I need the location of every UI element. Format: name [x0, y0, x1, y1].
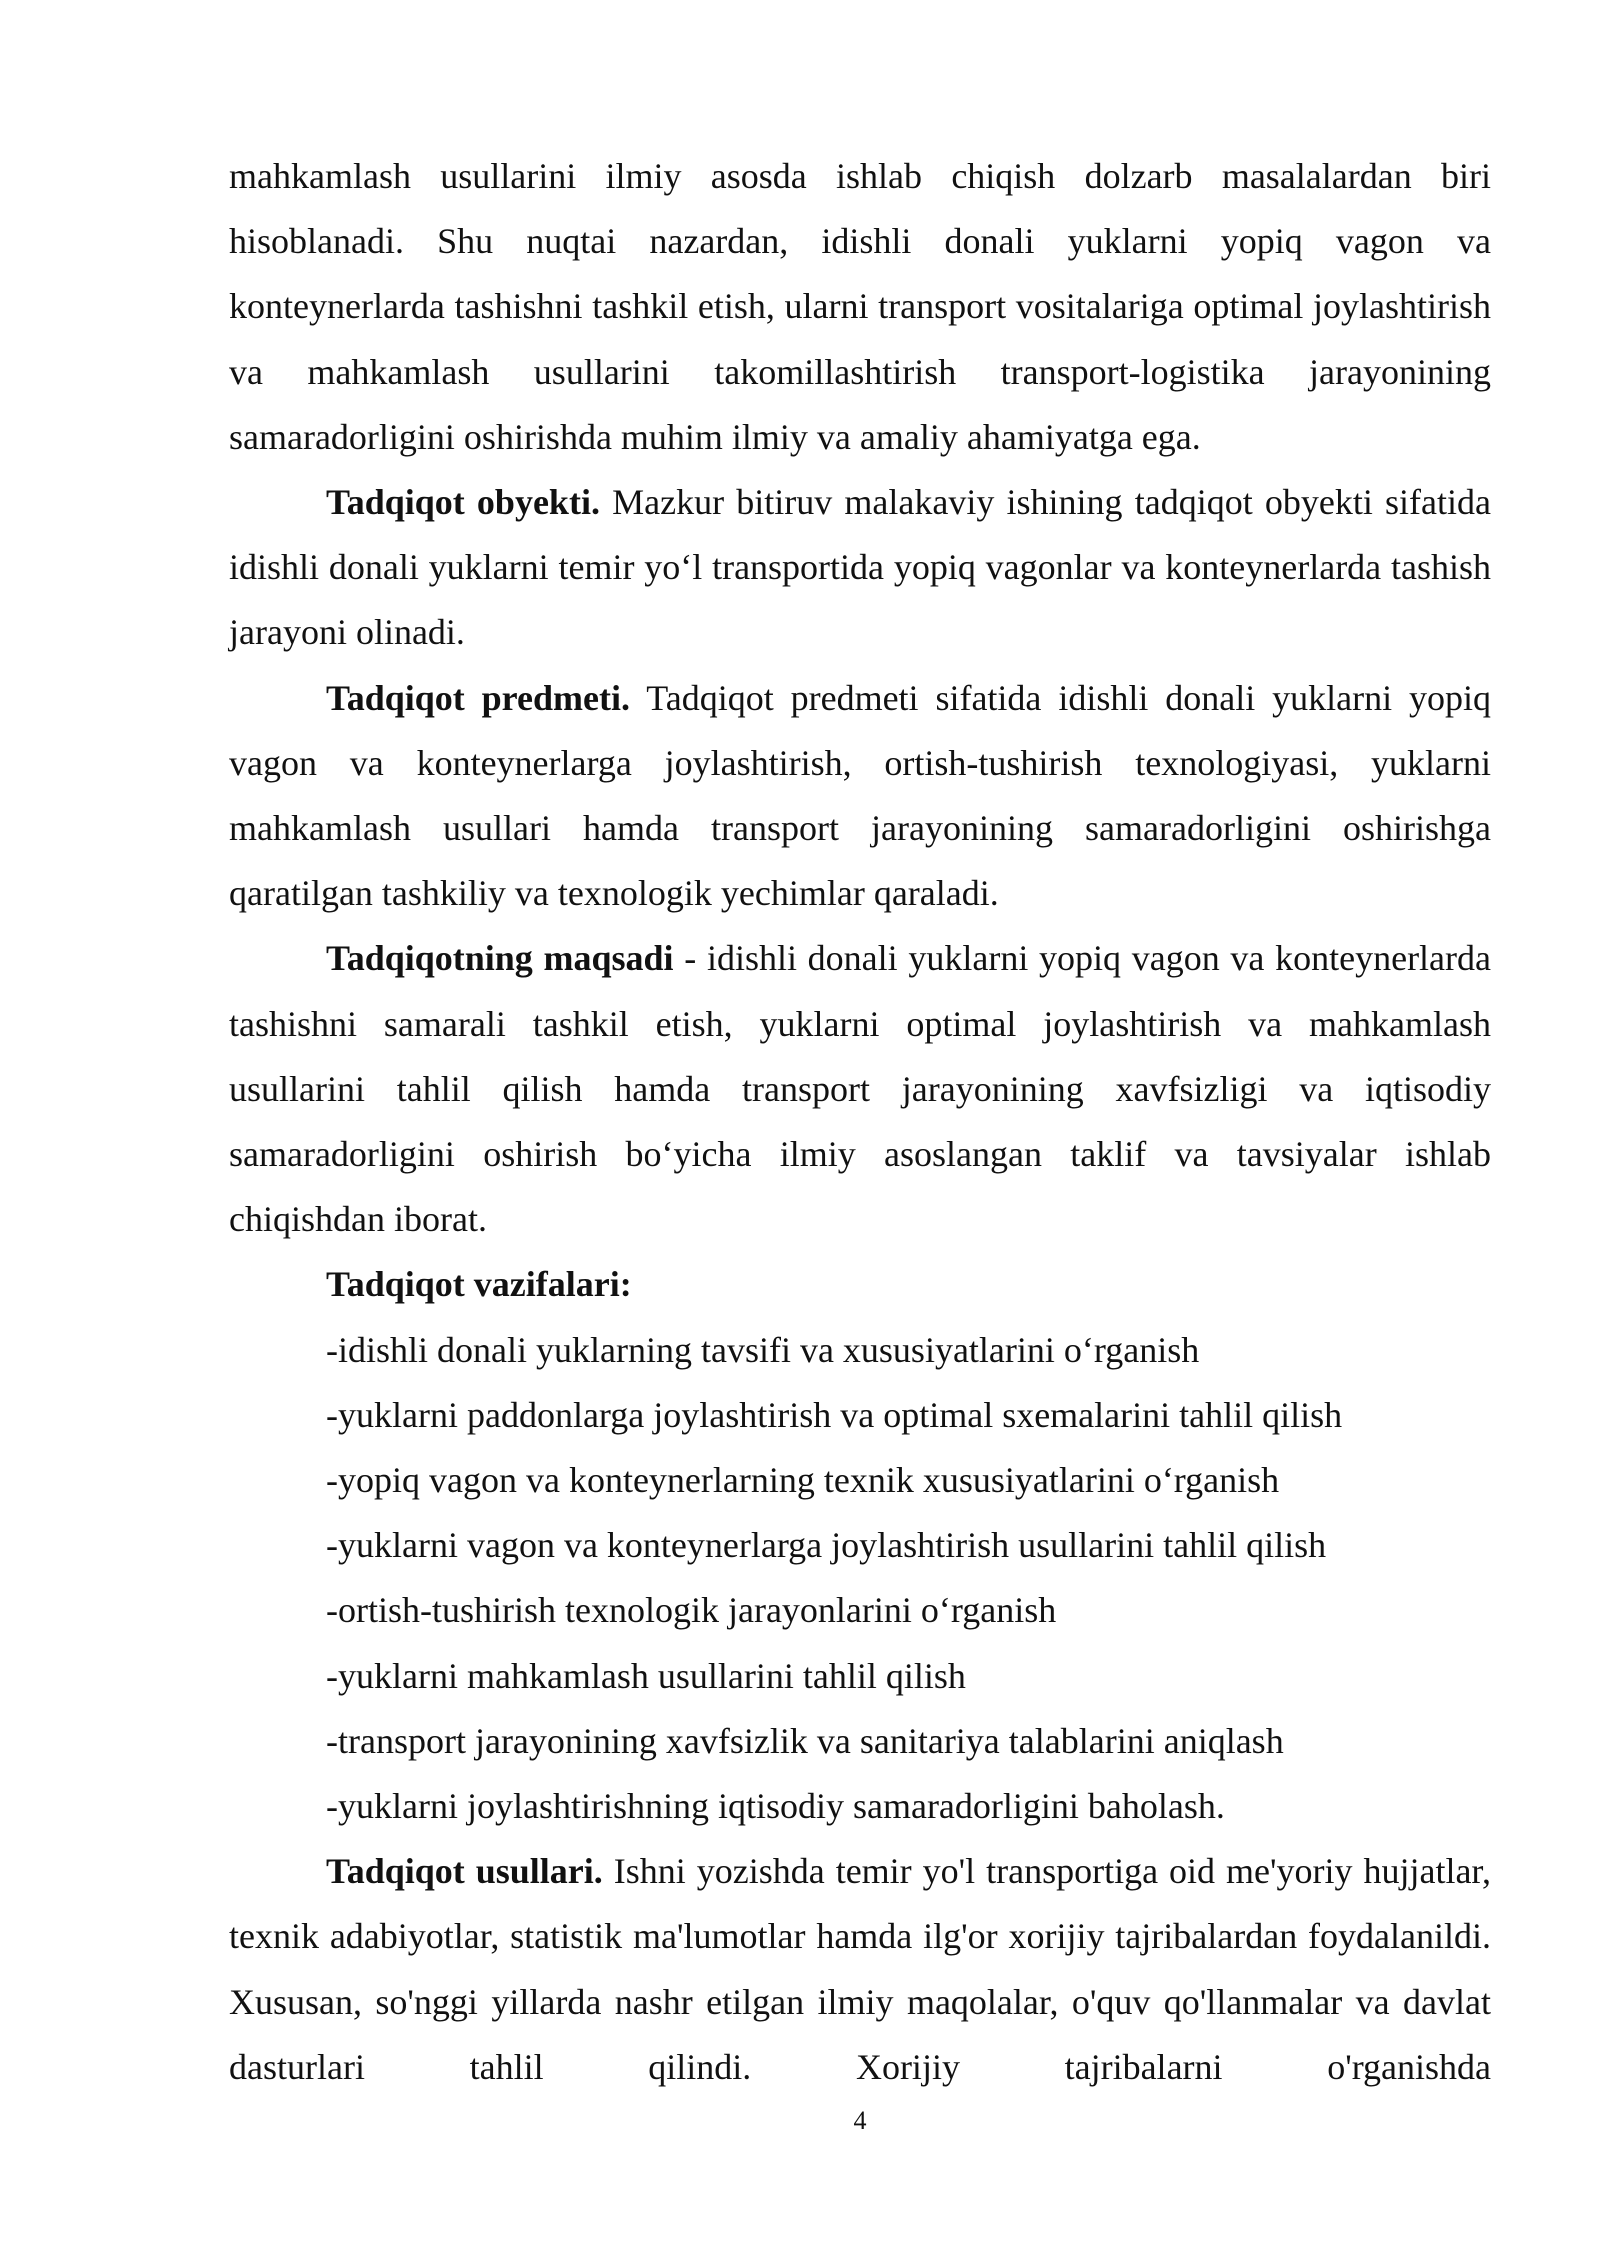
object-text: Mazkur bitiruv malakaviy ishining tadqiqot obyekti sifatida idishli donali yuklarni temir yo‘l transportida yopiq vagonlar va konteynerlarda tashish jarayoni olinadi.	[229, 482, 1491, 653]
task-item: -yuklarni vagon va konteynerlarga joylashtirish usullarini tahlil qilish	[326, 1525, 1327, 1566]
paragraph-object	[229, 470, 1491, 666]
task-item: -yopiq vagon va konteynerlarning texnik xususiyatlarini o‘rganish	[326, 1460, 1280, 1501]
object-heading: Tadqiqot obyekti.	[326, 482, 600, 523]
methods-text: Ishni yozishda temir yo'l transportiga oid me'yoriy hujjatlar, texnik adabiyotlar, statistik ma'lumotlar hamda ilg'or xorijiy tajribalardan foydalanildi. Xususan, so'nggi yillarda nashr etilgan ilmiy maqolalar, o'quv qo'llanmalar va davlat dasturlari tahlil qilindi. Xorijiy tajribalarni o'rganishda	[229, 1851, 1491, 2087]
subject-heading: Tadqiqot predmeti.	[326, 677, 630, 718]
paragraph-intro: mahkamlash usullarini ilmiy asosda ishlab chiqish dolzarb masalalardan biri hisoblanadi. Shu nuqtai nazardan, idishli donali yuklarni yopiq vagon va konteynerlarda tashishni tashkil etish, ularni transport vositalariga optimal joylashtirish va mahkamlash usullarini takomillashtirish transport-logistika jarayonining samaradorligini oshirishda muhim ilmiy va amaliy ahamiyatga ega.	[229, 156, 1491, 457]
task-item: -ortish-tushirish texnologik jarayonlarini o‘rganish	[326, 1590, 1057, 1631]
body-text	[229, 144, 1491, 2100]
paragraph-methods	[229, 1839, 1491, 2100]
subject-text: Tadqiqot predmeti sifatida idishli donali yuklarni yopiq vagon va konteynerlarga joylashtirish, ortish-tushirish texnologiyasi, yuklarni mahkamlash usullari hamda transport jarayonining samaradorligini oshirishga qaratilgan tashkiliy va texnologik yechimlar qaraladi.	[229, 677, 1491, 914]
task-item: -yuklarni paddonlarga joylashtirish va optimal sxemalarini tahlil qilish	[326, 1394, 1343, 1435]
task-item: -yuklarni joylashtirishning iqtisodiy samaradorligini baholash.	[326, 1786, 1225, 1827]
goal-heading: Tadqiqotning maqsadi	[326, 938, 674, 979]
task-item: -transport jarayonining xavfsizlik va sanitariya talablarini aniqlash	[326, 1720, 1284, 1761]
goal-text: - idishli donali yuklarni yopiq vagon va konteynerlarda tashishni samarali tashkil etish, yuklarni optimal joylashtirish va mahkamlash usullarini tahlil qilish hamda transport jarayonining xavfsizligi va iqtisodiy samaradorligini oshirish bo‘yicha ilmiy asoslangan taklif va tavsiyalar ishlab chiqishdan iborat.	[229, 938, 1491, 1240]
task-item: -yuklarni mahkamlash usullarini tahlil qilish	[326, 1655, 966, 1696]
tasks-heading: Tadqiqot vazifalari:	[326, 1264, 632, 1305]
page-number: 4	[853, 2106, 867, 2135]
methods-heading: Tadqiqot usullari.	[326, 1851, 603, 1892]
paragraph-goal	[229, 926, 1491, 1252]
paragraph-subject	[229, 666, 1491, 927]
task-item: -idishli donali yuklarning tavsifi va xususiyatlarini o‘rganish	[326, 1329, 1200, 1370]
